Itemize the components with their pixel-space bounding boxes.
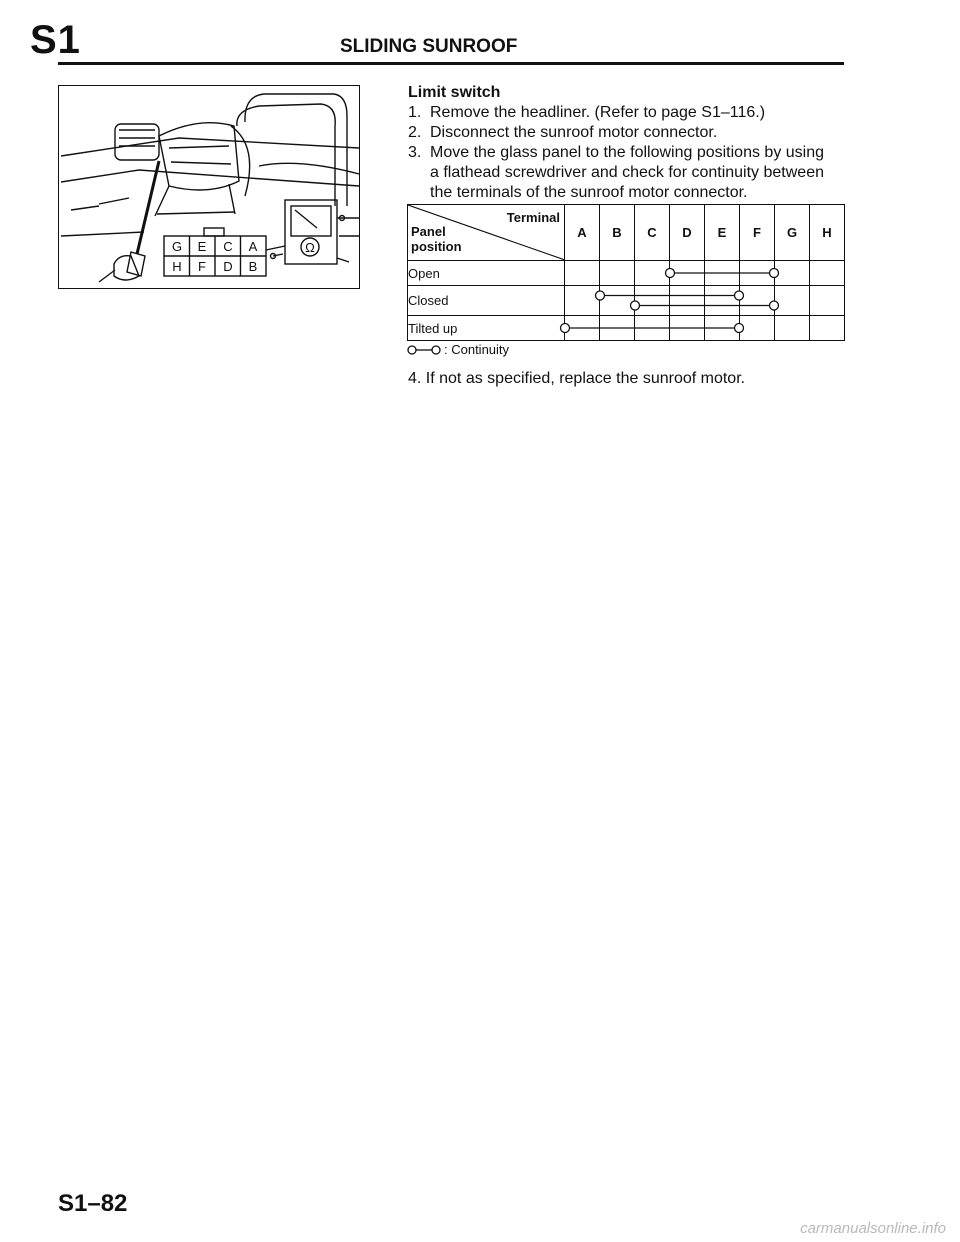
terminal-label: Terminal <box>506 210 560 225</box>
step-number: 4. <box>408 370 422 387</box>
step-text: If not as specified, replace the sunroof motor. <box>425 370 746 387</box>
step-number: 2. <box>408 124 422 141</box>
table-row <box>408 261 845 286</box>
table-row <box>408 286 845 316</box>
terminal-header-e: E <box>705 205 740 261</box>
procedure <box>408 83 848 203</box>
row-label-tilted-up: Tilted up <box>408 316 565 341</box>
connector-pin-e: E <box>197 239 207 254</box>
connector-pin-b: B <box>248 259 258 274</box>
terminal-header-d: D <box>670 205 705 261</box>
ohmmeter-connector-illustration <box>58 85 360 289</box>
position-label: position <box>411 239 462 254</box>
table-header-row <box>408 205 845 261</box>
connector-pin-c: C <box>223 239 233 254</box>
procedure-heading: Limit switch <box>408 84 501 101</box>
page-title: SLIDING SUNROOF <box>340 36 518 57</box>
step-text: a flathead screwdriver and check for continuity between <box>430 164 824 181</box>
step-text: Remove the headliner. (Refer to page S1–116.) <box>430 104 766 121</box>
step-text: Move the glass panel to the following positions by using <box>430 144 825 161</box>
step-3 <box>408 143 848 203</box>
step-1 <box>408 103 848 123</box>
section-code: S1 <box>30 18 81 62</box>
terminal-header-a: A <box>565 205 600 261</box>
connector-pin-d: D <box>223 259 233 274</box>
watermark: carmanualsonline.info <box>800 1220 946 1237</box>
panel-label: Panel <box>411 224 446 239</box>
continuity-symbol-icon <box>407 344 441 356</box>
page-number: S1–82 <box>58 1190 128 1217</box>
terminal-header-b: B <box>600 205 635 261</box>
step-number: 1. <box>408 104 422 121</box>
continuity-table-wrap <box>407 204 844 357</box>
step-text: the terminals of the sunroof motor connector. <box>430 184 748 201</box>
table-corner-cell <box>408 205 565 261</box>
connector-pin-h: H <box>172 259 182 274</box>
terminal-header-g: G <box>775 205 810 261</box>
terminal-header-f: F <box>740 205 775 261</box>
panel-position-label <box>411 224 462 254</box>
terminal-header-c: C <box>635 205 670 261</box>
legend-text: : Continuity <box>444 342 510 357</box>
continuity-table <box>407 204 845 341</box>
header-rule <box>58 62 844 65</box>
step-4 <box>408 370 745 388</box>
continuity-legend <box>407 342 844 357</box>
table-row <box>408 316 845 341</box>
ohmmeter-icon <box>59 86 359 288</box>
connector-pin-g: G <box>171 239 183 254</box>
ohm-symbol: Ω <box>305 240 315 255</box>
step-text: Disconnect the sunroof motor connector. <box>430 124 718 141</box>
step-2 <box>408 123 848 143</box>
terminal-header-h: H <box>810 205 845 261</box>
connector-pin-f: F <box>198 259 206 274</box>
row-label-closed: Closed <box>408 286 565 316</box>
row-label-open: Open <box>408 261 565 286</box>
step-number: 3. <box>408 144 422 161</box>
connector-pin-a: A <box>248 239 258 254</box>
